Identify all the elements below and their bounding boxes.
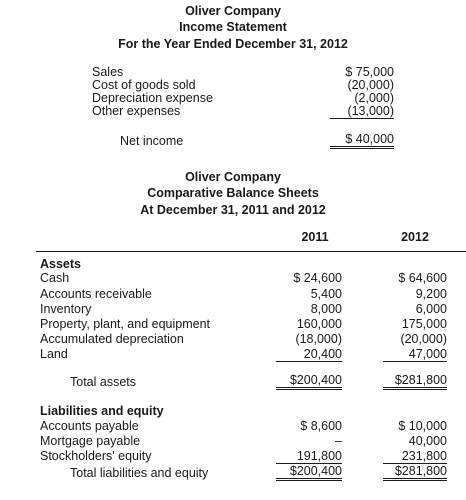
asset-value-2012: 175,000 (401, 317, 447, 331)
asset-row-label: Property, plant, and equipment (40, 317, 211, 331)
total-liabilities-equity-2012: $281,800 (383, 465, 447, 481)
asset-value-2012: 47,000 (383, 348, 447, 362)
income-row-label: Sales (92, 65, 124, 79)
income-company-name: Oliver Company (185, 4, 281, 18)
asset-value-2011: 20,400 (276, 348, 342, 362)
net-income-label: Net income (120, 134, 184, 148)
income-statement-title: Income Statement (179, 20, 287, 34)
income-row-value: (13,000) (330, 105, 394, 119)
asset-value-2011: (18,000) (295, 332, 342, 346)
liability-row-label: Accounts payable (40, 419, 139, 433)
asset-value-2012: 9,200 (415, 287, 447, 301)
total-liabilities-equity-2011: $200,400 (276, 465, 342, 481)
total-assets-2011: $200,400 (276, 374, 342, 390)
asset-value-2012: $ 64,600 (398, 271, 447, 285)
balance-period: At December 31, 2011 and 2012 (140, 203, 326, 217)
liability-value-2011: $ 8,600 (300, 419, 342, 433)
liability-row-label: Stockholders' equity (40, 449, 152, 463)
income-row-label: Depreciation expense (92, 91, 213, 105)
balance-company-name: Oliver Company (185, 170, 281, 184)
net-income-value: $ 40,000 (330, 133, 394, 149)
income-row-value: (2,000) (354, 91, 394, 105)
income-row-label: Other expenses (92, 104, 181, 118)
column-header-2011: 2011 (301, 230, 329, 244)
asset-value-2011: 8,000 (310, 302, 342, 316)
income-period: For the Year Ended December 31, 2012 (118, 37, 348, 51)
asset-row-label: Inventory (40, 302, 92, 316)
asset-value-2011: 5,400 (310, 287, 342, 301)
asset-row-label: Accumulated depreciation (40, 332, 184, 346)
liability-row-label: Mortgage payable (40, 434, 141, 448)
liability-value-2012: 231,800 (383, 450, 447, 464)
column-header-2012: 2012 (401, 230, 429, 244)
liability-value-2011: 191,800 (276, 450, 342, 464)
header-rule (36, 251, 466, 252)
liability-value-2012: 40,000 (408, 434, 447, 448)
asset-row-label: Land (40, 347, 68, 361)
total-assets-2012: $281,800 (383, 374, 447, 390)
assets-heading: Assets (40, 257, 81, 271)
liability-value-2011: – (335, 434, 342, 448)
asset-value-2012: 6,000 (415, 302, 447, 316)
asset-row-label: Cash (40, 271, 70, 285)
income-row-value: $ 75,000 (345, 65, 394, 79)
asset-value-2011: $ 24,600 (293, 271, 342, 285)
asset-row-label: Accounts receivable (40, 287, 152, 301)
asset-value-2011: 160,000 (296, 317, 342, 331)
income-row-label: Cost of goods sold (92, 78, 196, 92)
income-row-value: (20,000) (347, 78, 394, 92)
liabilities-heading: Liabilities and equity (40, 404, 164, 418)
liability-value-2012: $ 10,000 (398, 419, 447, 433)
total-assets-label: Total assets (70, 375, 137, 389)
balance-statement-title: Comparative Balance Sheets (147, 186, 319, 200)
asset-value-2012: (20,000) (400, 332, 447, 346)
total-liabilities-equity-label: Total liabilities and equity (70, 466, 209, 480)
